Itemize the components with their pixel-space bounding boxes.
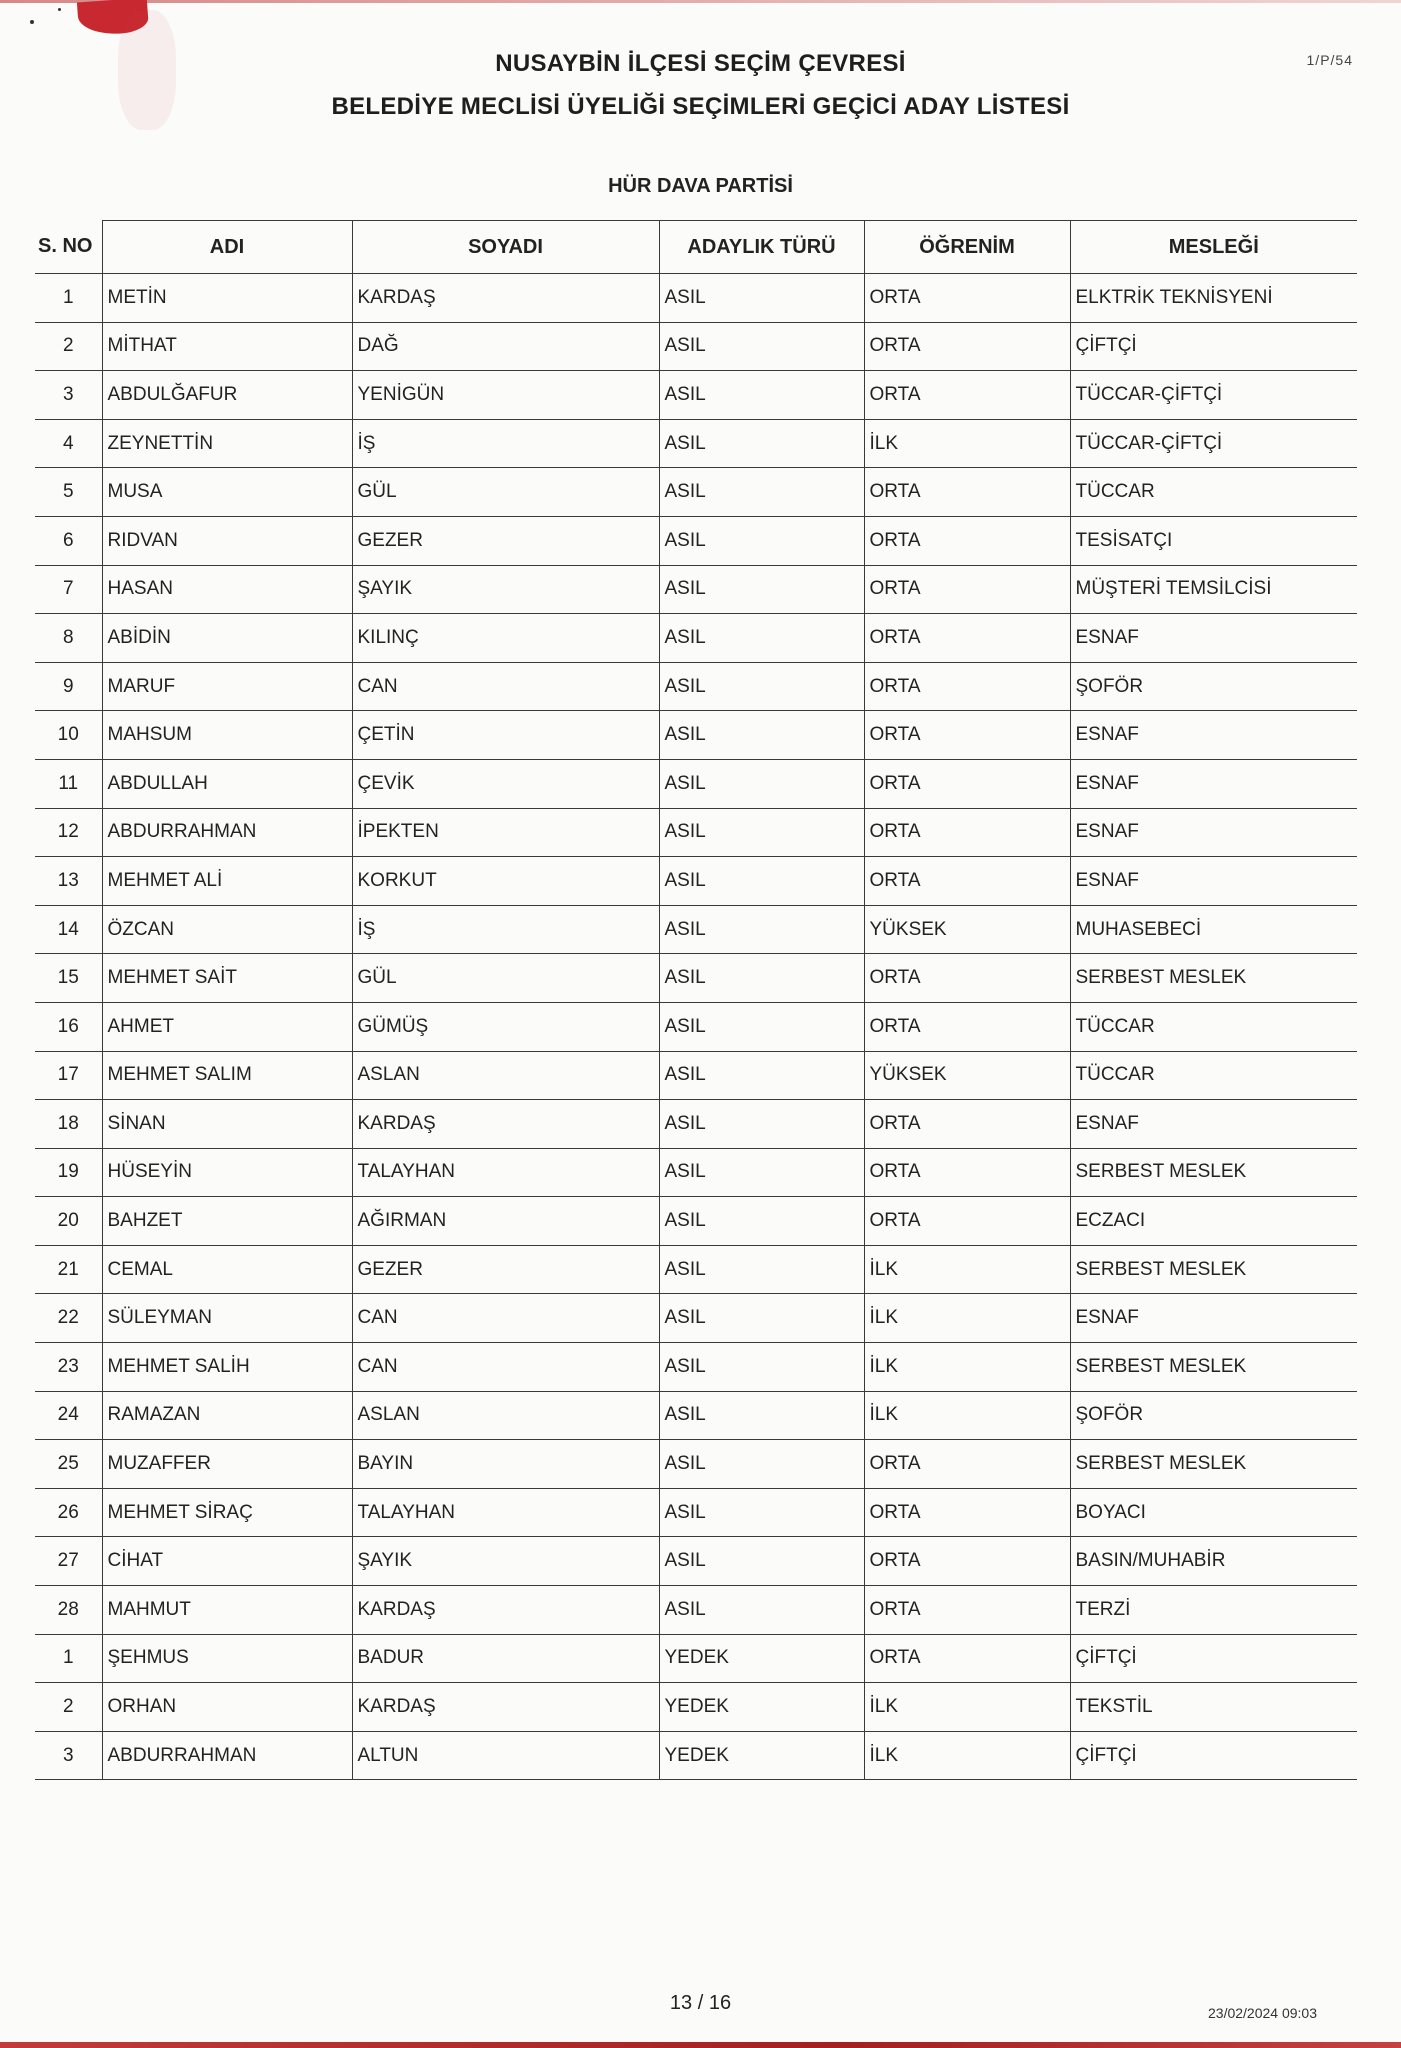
cell-profession: TÜCCAR-ÇİFTÇİ [1070,419,1357,468]
cell-sno: 1 [35,1634,102,1683]
cell-candidacy-type: ASIL [659,1391,864,1440]
cell-name: MARUF [102,662,352,711]
cell-education: ORTA [864,1197,1070,1246]
table-row [35,1343,1357,1392]
table-header-row [35,221,1357,274]
cell-candidacy-type: YEDEK [659,1634,864,1683]
cell-education: ORTA [864,516,1070,565]
cell-surname: GÜMÜŞ [352,1002,659,1051]
table-row [35,1294,1357,1343]
cell-surname: İŞ [352,905,659,954]
cell-name: MUSA [102,468,352,517]
cell-surname: TALAYHAN [352,1148,659,1197]
table-row [35,1683,1357,1732]
cell-name: ABDURRAHMAN [102,808,352,857]
table-row [35,1586,1357,1635]
table-row [35,857,1357,906]
cell-candidacy-type: ASIL [659,1537,864,1586]
cell-sno: 22 [35,1294,102,1343]
cell-profession: TEKSTİL [1070,1683,1357,1732]
cell-name: HÜSEYİN [102,1148,352,1197]
cell-sno: 2 [35,322,102,371]
cell-education: ORTA [864,1537,1070,1586]
cell-profession: ÇİFTÇİ [1070,322,1357,371]
cell-name: MEHMET ALİ [102,857,352,906]
cell-profession: SERBEST MESLEK [1070,1148,1357,1197]
table-row [35,954,1357,1003]
cell-profession: ESNAF [1070,1294,1357,1343]
cell-education: İLK [864,1294,1070,1343]
cell-name: MİTHAT [102,322,352,371]
cell-name: ABDULLAH [102,759,352,808]
cell-profession: TÜCCAR [1070,1051,1357,1100]
table-row [35,1634,1357,1683]
cell-profession: BOYACI [1070,1488,1357,1537]
cell-candidacy-type: ASIL [659,905,864,954]
cell-profession: ESNAF [1070,711,1357,760]
cell-sno: 17 [35,1051,102,1100]
cell-sno: 12 [35,808,102,857]
cell-candidacy-type: ASIL [659,1197,864,1246]
cell-sno: 16 [35,1002,102,1051]
cell-surname: KARDAŞ [352,1100,659,1149]
party-name: HÜR DAVA PARTİSİ [608,175,793,197]
cell-name: METİN [102,274,352,323]
cell-candidacy-type: ASIL [659,711,864,760]
cell-candidacy-type: ASIL [659,1586,864,1635]
page-number: 13 / 16 [669,1992,732,2014]
cell-candidacy-type: ASIL [659,1051,864,1100]
cell-profession: TESİSATÇI [1070,516,1357,565]
cell-surname: ASLAN [352,1051,659,1100]
cell-profession: SERBEST MESLEK [1070,1343,1357,1392]
cell-candidacy-type: ASIL [659,1488,864,1537]
table-row [35,516,1357,565]
cell-candidacy-type: ASIL [659,614,864,663]
cell-name: SİNAN [102,1100,352,1149]
cell-sno: 5 [35,468,102,517]
cell-surname: CAN [352,1294,659,1343]
cell-sno: 26 [35,1488,102,1537]
table-row [35,662,1357,711]
cell-education: ORTA [864,1002,1070,1051]
cell-sno: 21 [35,1245,102,1294]
cell-profession: ESNAF [1070,614,1357,663]
table-row [35,468,1357,517]
cell-name: ZEYNETTİN [102,419,352,468]
cell-name: BAHZET [102,1197,352,1246]
column-header-sno: S. NO [35,221,102,274]
cell-candidacy-type: ASIL [659,1148,864,1197]
cell-profession: ESNAF [1070,759,1357,808]
cell-education: ORTA [864,1440,1070,1489]
cell-profession: SERBEST MESLEK [1070,954,1357,1003]
cell-education: İLK [864,1731,1070,1780]
table-row [35,274,1357,323]
cell-education: ORTA [864,857,1070,906]
cell-name: ŞEHMUS [102,1634,352,1683]
scan-edge-bottom [0,2042,1401,2048]
cell-sno: 23 [35,1343,102,1392]
cell-candidacy-type: ASIL [659,1100,864,1149]
cell-profession: BASIN/MUHABİR [1070,1537,1357,1586]
cell-profession: SERBEST MESLEK [1070,1245,1357,1294]
cell-education: ORTA [864,662,1070,711]
cell-education: İLK [864,1343,1070,1392]
cell-name: ÖZCAN [102,905,352,954]
cell-profession: ŞOFÖR [1070,662,1357,711]
cell-education: ORTA [864,371,1070,420]
table-row [35,1537,1357,1586]
cell-profession: MÜŞTERİ TEMSİLCİSİ [1070,565,1357,614]
table-row [35,1391,1357,1440]
cell-sno: 18 [35,1100,102,1149]
scan-edge-top [0,0,1401,3]
cell-sno: 3 [35,1731,102,1780]
cell-surname: GÜL [352,954,659,1003]
cell-surname: ŞAYIK [352,1537,659,1586]
table-row [35,1731,1357,1780]
cell-candidacy-type: ASIL [659,1294,864,1343]
cell-sno: 20 [35,1197,102,1246]
cell-education: ORTA [864,322,1070,371]
cell-sno: 6 [35,516,102,565]
document-subtitle: BELEDİYE MECLİSİ ÜYELİĞİ SEÇİMLERİ GEÇİCİ ADAY LİSTESİ [331,93,1070,120]
cell-sno: 3 [35,371,102,420]
cell-surname: KARDAŞ [352,1586,659,1635]
cell-education: İLK [864,1245,1070,1294]
cell-sno: 24 [35,1391,102,1440]
cell-education: İLK [864,1391,1070,1440]
table-row [35,1002,1357,1051]
cell-education: ORTA [864,1148,1070,1197]
cell-education: ORTA [864,1488,1070,1537]
cell-education: ORTA [864,565,1070,614]
cell-candidacy-type: ASIL [659,954,864,1003]
print-date: 23/02/2024 09:03 [1208,2005,1317,2021]
cell-sno: 11 [35,759,102,808]
cell-surname: ÇETİN [352,711,659,760]
table-row [35,1100,1357,1149]
cell-sno: 28 [35,1586,102,1635]
column-header-candidacy-type: ADAYLIK TÜRÜ [659,221,864,274]
column-header-surname: SOYADI [352,221,659,274]
cell-education: ORTA [864,759,1070,808]
cell-candidacy-type: ASIL [659,759,864,808]
scan-speck [58,8,61,11]
cell-sno: 8 [35,614,102,663]
cell-sno: 15 [35,954,102,1003]
cell-sno: 13 [35,857,102,906]
cell-surname: ÇEVİK [352,759,659,808]
cell-surname: BADUR [352,1634,659,1683]
cell-surname: TALAYHAN [352,1488,659,1537]
cell-education: ORTA [864,274,1070,323]
column-header-education: ÖĞRENİM [864,221,1070,274]
cell-name: RAMAZAN [102,1391,352,1440]
cell-profession: ESNAF [1070,808,1357,857]
cell-candidacy-type: YEDEK [659,1731,864,1780]
cell-profession: TERZİ [1070,1586,1357,1635]
cell-education: ORTA [864,468,1070,517]
cell-education: İLK [864,1683,1070,1732]
cell-name: MEHMET SAİT [102,954,352,1003]
cell-surname: CAN [352,662,659,711]
cell-sno: 9 [35,662,102,711]
cell-profession: ESNAF [1070,857,1357,906]
cell-name: RIDVAN [102,516,352,565]
cell-candidacy-type: ASIL [659,322,864,371]
cell-profession: ÇİFTÇİ [1070,1634,1357,1683]
table-row [35,711,1357,760]
cell-name: MAHSUM [102,711,352,760]
cell-candidacy-type: ASIL [659,274,864,323]
cell-name: ORHAN [102,1683,352,1732]
cell-sno: 1 [35,274,102,323]
cell-sno: 7 [35,565,102,614]
table-row [35,905,1357,954]
cell-surname: KORKUT [352,857,659,906]
cell-education: ORTA [864,1586,1070,1635]
cell-surname: GEZER [352,516,659,565]
cell-name: SÜLEYMAN [102,1294,352,1343]
cell-profession: ÇİFTÇİ [1070,1731,1357,1780]
cell-education: ORTA [864,1100,1070,1149]
cell-surname: İPEKTEN [352,808,659,857]
cell-name: MEHMET SALİH [102,1343,352,1392]
cell-profession: ELKTRİK TEKNİSYENİ [1070,274,1357,323]
table-row [35,1051,1357,1100]
cell-surname: KARDAŞ [352,1683,659,1732]
table-row [35,1197,1357,1246]
cell-surname: GÜL [352,468,659,517]
cell-surname: ASLAN [352,1391,659,1440]
cell-surname: KILINÇ [352,614,659,663]
cell-name: ABDULĞAFUR [102,371,352,420]
table-row [35,1148,1357,1197]
cell-name: MAHMUT [102,1586,352,1635]
cell-surname: GEZER [352,1245,659,1294]
cell-surname: İŞ [352,419,659,468]
cell-surname: AĞIRMAN [352,1197,659,1246]
cell-name: MUZAFFER [102,1440,352,1489]
table-body [35,274,1357,1780]
cell-sno: 4 [35,419,102,468]
cell-profession: MUHASEBECİ [1070,905,1357,954]
cell-education: İLK [864,419,1070,468]
cell-name: AHMET [102,1002,352,1051]
cell-sno: 14 [35,905,102,954]
cell-candidacy-type: ASIL [659,371,864,420]
table-row [35,419,1357,468]
cell-education: ORTA [864,808,1070,857]
cell-name: MEHMET SİRAÇ [102,1488,352,1537]
cell-name: ABDURRAHMAN [102,1731,352,1780]
cell-surname: DAĞ [352,322,659,371]
cell-surname: KARDAŞ [352,274,659,323]
column-header-profession: MESLEĞİ [1070,221,1357,274]
cell-sno: 10 [35,711,102,760]
cell-surname: BAYIN [352,1440,659,1489]
cell-surname: YENİGÜN [352,371,659,420]
cell-sno: 19 [35,1148,102,1197]
cell-candidacy-type: ASIL [659,516,864,565]
document-code: 1/P/54 [1306,52,1353,68]
cell-candidacy-type: ASIL [659,468,864,517]
cell-name: MEHMET SALIM [102,1051,352,1100]
cell-name: CİHAT [102,1537,352,1586]
cell-name: CEMAL [102,1245,352,1294]
cell-education: ORTA [864,711,1070,760]
cell-candidacy-type: ASIL [659,662,864,711]
cell-profession: TÜCCAR [1070,1002,1357,1051]
cell-name: ABİDİN [102,614,352,663]
table-row [35,808,1357,857]
document-title: NUSAYBİN İLÇESİ SEÇİM ÇEVRESİ [495,50,906,77]
cell-candidacy-type: ASIL [659,1440,864,1489]
table-row [35,614,1357,663]
cell-profession: ESNAF [1070,1100,1357,1149]
scan-speck [30,20,34,24]
cell-candidacy-type: ASIL [659,1002,864,1051]
cell-education: YÜKSEK [864,1051,1070,1100]
cell-candidacy-type: ASIL [659,419,864,468]
cell-profession: ECZACI [1070,1197,1357,1246]
cell-education: ORTA [864,954,1070,1003]
table-row [35,322,1357,371]
table-row [35,565,1357,614]
cell-sno: 27 [35,1537,102,1586]
cell-profession: ŞOFÖR [1070,1391,1357,1440]
cell-education: YÜKSEK [864,905,1070,954]
table-row [35,1488,1357,1537]
cell-name: HASAN [102,565,352,614]
candidate-table [35,220,1357,1780]
cell-candidacy-type: ASIL [659,808,864,857]
cell-candidacy-type: ASIL [659,1343,864,1392]
cell-candidacy-type: ASIL [659,857,864,906]
cell-education: ORTA [864,614,1070,663]
cell-sno: 2 [35,1683,102,1732]
table-row [35,759,1357,808]
cell-surname: ALTUN [352,1731,659,1780]
cell-profession: SERBEST MESLEK [1070,1440,1357,1489]
cell-candidacy-type: ASIL [659,1245,864,1294]
cell-profession: TÜCCAR-ÇİFTÇİ [1070,371,1357,420]
cell-candidacy-type: YEDEK [659,1683,864,1732]
cell-surname: ŞAYIK [352,565,659,614]
table-row [35,1245,1357,1294]
cell-education: ORTA [864,1634,1070,1683]
cell-surname: CAN [352,1343,659,1392]
column-header-name: ADI [102,221,352,274]
cell-sno: 25 [35,1440,102,1489]
table-row [35,371,1357,420]
table-row [35,1440,1357,1489]
cell-candidacy-type: ASIL [659,565,864,614]
cell-profession: TÜCCAR [1070,468,1357,517]
